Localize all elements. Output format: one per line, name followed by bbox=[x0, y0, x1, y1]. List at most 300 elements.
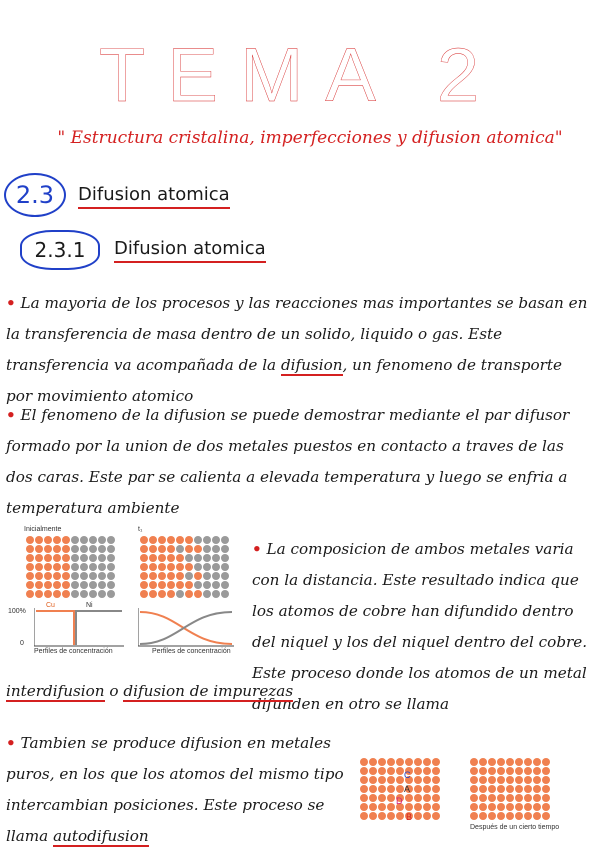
subsection-title: Difusion atomica bbox=[114, 238, 266, 259]
atom bbox=[62, 536, 70, 544]
atom bbox=[62, 554, 70, 562]
atom bbox=[470, 758, 478, 766]
atom bbox=[212, 536, 220, 544]
atom bbox=[378, 785, 386, 793]
atom bbox=[194, 545, 202, 553]
atom bbox=[80, 590, 88, 598]
atom bbox=[369, 785, 377, 793]
atom bbox=[221, 563, 229, 571]
atom bbox=[167, 545, 175, 553]
atom bbox=[378, 803, 386, 811]
atom bbox=[533, 785, 541, 793]
atom bbox=[488, 794, 496, 802]
atom bbox=[369, 776, 377, 784]
atom bbox=[89, 572, 97, 580]
atom-label-d: D bbox=[396, 796, 403, 806]
atom bbox=[221, 572, 229, 580]
atom bbox=[185, 563, 193, 571]
atom bbox=[488, 758, 496, 766]
atom bbox=[423, 812, 431, 820]
atom bbox=[167, 554, 175, 562]
atom bbox=[497, 803, 505, 811]
page-title: TEMA 2 bbox=[98, 33, 502, 118]
atom bbox=[80, 581, 88, 589]
atom bbox=[89, 545, 97, 553]
atom bbox=[533, 812, 541, 820]
atom bbox=[35, 563, 43, 571]
atom bbox=[479, 794, 487, 802]
atom bbox=[542, 812, 550, 820]
atom bbox=[194, 563, 202, 571]
atom bbox=[149, 572, 157, 580]
atom bbox=[89, 581, 97, 589]
atom bbox=[158, 563, 166, 571]
atom bbox=[414, 785, 422, 793]
atom bbox=[98, 572, 106, 580]
atom bbox=[71, 581, 79, 589]
atom bbox=[470, 776, 478, 784]
atom bbox=[107, 545, 115, 553]
term-autodifusion: autodifusion bbox=[53, 827, 149, 845]
atom bbox=[470, 767, 478, 775]
atom bbox=[423, 776, 431, 784]
atom bbox=[497, 776, 505, 784]
atom bbox=[89, 563, 97, 571]
atom bbox=[53, 545, 61, 553]
atom bbox=[194, 590, 202, 598]
atom bbox=[542, 803, 550, 811]
atom bbox=[432, 803, 440, 811]
atom bbox=[423, 785, 431, 793]
atom bbox=[167, 581, 175, 589]
concentration-plot-initial bbox=[34, 608, 124, 648]
atom bbox=[360, 785, 368, 793]
atom bbox=[44, 590, 52, 598]
atom bbox=[185, 545, 193, 553]
atom bbox=[497, 785, 505, 793]
atom bbox=[497, 767, 505, 775]
atom bbox=[524, 794, 532, 802]
atom bbox=[185, 536, 193, 544]
atom bbox=[53, 581, 61, 589]
atom bbox=[414, 767, 422, 775]
atom bbox=[26, 545, 34, 553]
atom bbox=[360, 812, 368, 820]
label-cu: Cu bbox=[46, 602, 55, 609]
atom bbox=[369, 803, 377, 811]
atom bbox=[524, 812, 532, 820]
atom bbox=[542, 794, 550, 802]
atom bbox=[176, 581, 184, 589]
atom bbox=[515, 785, 523, 793]
bullet: • bbox=[6, 406, 16, 424]
atom bbox=[506, 785, 514, 793]
atom bbox=[203, 572, 211, 580]
atom bbox=[396, 785, 404, 793]
atom bbox=[185, 554, 193, 562]
atom bbox=[497, 794, 505, 802]
atom bbox=[387, 812, 395, 820]
atom bbox=[369, 794, 377, 802]
caption-left-1: Perfiles de concentración bbox=[34, 648, 113, 655]
paragraph-1-text-a: La mayoria de los procesos y las reacciones mas importantes se basan en la transferencia de masa dentro de un solido, liquido o gas. Este transferencia va acompañada de la bbox=[6, 294, 588, 374]
atom bbox=[53, 563, 61, 571]
atom-grid-self-after bbox=[470, 758, 550, 820]
atom bbox=[158, 545, 166, 553]
atom bbox=[423, 794, 431, 802]
atom bbox=[423, 767, 431, 775]
atom bbox=[167, 590, 175, 598]
atom-grid-after bbox=[140, 536, 229, 598]
atom bbox=[378, 794, 386, 802]
atom bbox=[488, 785, 496, 793]
page-subtitle: " Estructura cristalina, imperfecciones y difusion atomica" bbox=[57, 128, 563, 148]
atom bbox=[44, 563, 52, 571]
atom bbox=[212, 581, 220, 589]
atom bbox=[360, 794, 368, 802]
atom bbox=[98, 536, 106, 544]
atom bbox=[212, 554, 220, 562]
label-ni: Ni bbox=[86, 602, 93, 609]
atom bbox=[387, 767, 395, 775]
paragraph-3-text-b: o bbox=[104, 682, 124, 700]
atom bbox=[44, 554, 52, 562]
atom bbox=[221, 536, 229, 544]
atom bbox=[414, 803, 422, 811]
caption-right: Después de un cierto tiempo bbox=[470, 824, 560, 831]
paragraph-1 bbox=[6, 288, 590, 412]
atom bbox=[396, 812, 404, 820]
atom bbox=[26, 536, 34, 544]
atom bbox=[149, 536, 157, 544]
atom bbox=[506, 758, 514, 766]
atom bbox=[515, 812, 523, 820]
caption-left-2: Perfiles de concentración bbox=[152, 648, 231, 655]
term-difusion: difusion bbox=[280, 356, 343, 374]
atom bbox=[414, 776, 422, 784]
atom bbox=[140, 572, 148, 580]
atom bbox=[396, 776, 404, 784]
atom bbox=[158, 554, 166, 562]
atom bbox=[524, 785, 532, 793]
atom bbox=[488, 776, 496, 784]
atom bbox=[524, 776, 532, 784]
atom bbox=[62, 572, 70, 580]
atom bbox=[470, 803, 478, 811]
atom bbox=[140, 563, 148, 571]
atom bbox=[524, 767, 532, 775]
atom bbox=[80, 536, 88, 544]
atom bbox=[378, 812, 386, 820]
atom-grid-initial bbox=[26, 536, 115, 598]
atom bbox=[62, 581, 70, 589]
atom bbox=[212, 572, 220, 580]
atom bbox=[524, 803, 532, 811]
atom bbox=[221, 545, 229, 553]
atom bbox=[26, 581, 34, 589]
atom bbox=[98, 545, 106, 553]
atom bbox=[185, 590, 193, 598]
atom bbox=[149, 545, 157, 553]
atom bbox=[71, 545, 79, 553]
atom bbox=[35, 554, 43, 562]
atom bbox=[378, 776, 386, 784]
atom bbox=[98, 590, 106, 598]
atom bbox=[533, 794, 541, 802]
atom bbox=[158, 581, 166, 589]
atom bbox=[53, 554, 61, 562]
atom bbox=[542, 758, 550, 766]
atom bbox=[98, 563, 106, 571]
atom bbox=[479, 758, 487, 766]
atom bbox=[80, 554, 88, 562]
paragraph-2-text: El fenomeno de la difusion se puede demostrar mediante el par difusor formado por la union de dos metales puestos en contacto a traves de las dos caras. Este par se calienta a elevada temperatura y luego se enfria a temperatura ambiente bbox=[6, 406, 570, 517]
atom bbox=[53, 572, 61, 580]
atom bbox=[89, 590, 97, 598]
atom bbox=[470, 812, 478, 820]
atom bbox=[158, 536, 166, 544]
atom bbox=[89, 536, 97, 544]
concentration-plot-after bbox=[138, 608, 234, 648]
atom bbox=[149, 554, 157, 562]
atom bbox=[488, 803, 496, 811]
atom bbox=[107, 590, 115, 598]
term-difusion-impurezas: difusion de impurezas bbox=[123, 682, 294, 700]
atom bbox=[194, 536, 202, 544]
atom bbox=[479, 803, 487, 811]
bullet: • bbox=[6, 294, 16, 312]
atom bbox=[107, 554, 115, 562]
atom bbox=[470, 785, 478, 793]
axis-0: 0 bbox=[20, 640, 24, 647]
atom bbox=[387, 785, 395, 793]
paragraph-4-text: Tambien se produce difusion en metales puros, en los que los atomos del mismo tipo intercambian posiciones. Este proceso se llama bbox=[6, 734, 344, 845]
atom bbox=[405, 803, 413, 811]
atom-label-a: A bbox=[404, 784, 411, 794]
atom bbox=[387, 758, 395, 766]
atom bbox=[479, 776, 487, 784]
atom bbox=[26, 563, 34, 571]
atom bbox=[515, 767, 523, 775]
atom bbox=[158, 572, 166, 580]
atom bbox=[524, 758, 532, 766]
atom bbox=[35, 572, 43, 580]
atom bbox=[185, 581, 193, 589]
atom bbox=[26, 590, 34, 598]
atom bbox=[44, 545, 52, 553]
bullet: • bbox=[6, 734, 16, 752]
atom-grid-self-before bbox=[360, 758, 440, 820]
atom bbox=[432, 812, 440, 820]
atom bbox=[378, 758, 386, 766]
atom bbox=[432, 758, 440, 766]
paragraph-3-text-a: La composicion de ambos metales varia con la distancia. Este resultado indica que los atomos de cobre han difundido dentro del niquel y los del niquel dentro del cobre. Este proceso donde los atomos de un metal difunden en otro se llama bbox=[252, 540, 588, 713]
atom bbox=[506, 794, 514, 802]
atom bbox=[149, 563, 157, 571]
atom bbox=[212, 545, 220, 553]
atom bbox=[167, 536, 175, 544]
atom bbox=[515, 758, 523, 766]
atom bbox=[432, 785, 440, 793]
atom bbox=[396, 758, 404, 766]
atom bbox=[35, 590, 43, 598]
atom bbox=[44, 572, 52, 580]
atom bbox=[360, 776, 368, 784]
atom bbox=[98, 554, 106, 562]
atom bbox=[542, 785, 550, 793]
atom bbox=[80, 545, 88, 553]
atom bbox=[194, 581, 202, 589]
atom bbox=[533, 776, 541, 784]
atom bbox=[149, 590, 157, 598]
paragraph-3-end bbox=[6, 676, 596, 707]
atom bbox=[140, 545, 148, 553]
atom bbox=[212, 590, 220, 598]
atom bbox=[167, 572, 175, 580]
atom bbox=[221, 554, 229, 562]
atom bbox=[506, 767, 514, 775]
atom bbox=[176, 572, 184, 580]
atom bbox=[414, 794, 422, 802]
atom bbox=[470, 794, 478, 802]
atom bbox=[387, 776, 395, 784]
atom bbox=[497, 812, 505, 820]
atom-label-b: B bbox=[406, 812, 413, 822]
atom bbox=[221, 581, 229, 589]
atom bbox=[35, 545, 43, 553]
atom bbox=[212, 563, 220, 571]
atom bbox=[533, 758, 541, 766]
atom bbox=[71, 563, 79, 571]
diffusion-couple-figure bbox=[4, 524, 242, 658]
atom bbox=[414, 758, 422, 766]
atom bbox=[488, 812, 496, 820]
section-number: 2.3 bbox=[4, 173, 66, 217]
atom bbox=[44, 581, 52, 589]
atom bbox=[533, 803, 541, 811]
paragraph-1-text-b: , un fenomeno de transporte por movimiento atomico bbox=[6, 356, 562, 405]
atom bbox=[360, 758, 368, 766]
atom bbox=[71, 590, 79, 598]
atom bbox=[506, 812, 514, 820]
paragraph-4 bbox=[6, 728, 352, 852]
atom bbox=[140, 536, 148, 544]
atom bbox=[203, 563, 211, 571]
atom bbox=[71, 536, 79, 544]
atom bbox=[176, 590, 184, 598]
atom bbox=[44, 536, 52, 544]
atom bbox=[53, 536, 61, 544]
atom bbox=[369, 812, 377, 820]
term-interdifusion: interdifusion bbox=[6, 682, 105, 700]
atom bbox=[203, 581, 211, 589]
atom bbox=[405, 758, 413, 766]
bullet: • bbox=[252, 540, 262, 558]
atom bbox=[396, 767, 404, 775]
label-initial: Inicialmente bbox=[24, 526, 62, 533]
axis-100: 100% bbox=[8, 608, 26, 615]
atom bbox=[107, 563, 115, 571]
atom-label-c: C bbox=[404, 770, 411, 780]
self-diffusion-figure bbox=[356, 754, 588, 836]
atom bbox=[360, 767, 368, 775]
subsection-number: 2.3.1 bbox=[20, 230, 100, 270]
atom bbox=[479, 785, 487, 793]
atom bbox=[387, 794, 395, 802]
atom bbox=[53, 590, 61, 598]
atom bbox=[533, 767, 541, 775]
atom bbox=[479, 812, 487, 820]
atom bbox=[432, 776, 440, 784]
atom bbox=[98, 581, 106, 589]
atom bbox=[360, 803, 368, 811]
atom bbox=[515, 794, 523, 802]
atom bbox=[506, 803, 514, 811]
atom bbox=[194, 572, 202, 580]
atom bbox=[515, 776, 523, 784]
atom bbox=[140, 554, 148, 562]
atom bbox=[176, 554, 184, 562]
atom bbox=[369, 767, 377, 775]
atom bbox=[71, 554, 79, 562]
atom bbox=[185, 572, 193, 580]
atom bbox=[369, 758, 377, 766]
atom bbox=[176, 563, 184, 571]
atom bbox=[107, 572, 115, 580]
atom bbox=[506, 776, 514, 784]
atom bbox=[405, 794, 413, 802]
atom bbox=[71, 572, 79, 580]
atom bbox=[542, 776, 550, 784]
atom bbox=[140, 581, 148, 589]
atom bbox=[515, 803, 523, 811]
atom bbox=[62, 545, 70, 553]
atom bbox=[203, 554, 211, 562]
section-title: Difusion atomica bbox=[78, 184, 230, 205]
atom bbox=[89, 554, 97, 562]
atom bbox=[497, 758, 505, 766]
atom bbox=[26, 572, 34, 580]
atom bbox=[140, 590, 148, 598]
atom bbox=[35, 536, 43, 544]
atom bbox=[26, 554, 34, 562]
atom bbox=[107, 536, 115, 544]
atom bbox=[176, 536, 184, 544]
atom bbox=[432, 794, 440, 802]
atom bbox=[432, 767, 440, 775]
atom bbox=[203, 590, 211, 598]
atom bbox=[167, 563, 175, 571]
atom bbox=[35, 581, 43, 589]
atom bbox=[107, 581, 115, 589]
atom bbox=[80, 563, 88, 571]
atom bbox=[221, 590, 229, 598]
atom bbox=[423, 758, 431, 766]
atom bbox=[176, 545, 184, 553]
atom bbox=[149, 581, 157, 589]
label-after: t₁ bbox=[138, 526, 143, 533]
atom bbox=[387, 803, 395, 811]
atom bbox=[158, 590, 166, 598]
paragraph-2 bbox=[6, 400, 590, 524]
atom bbox=[194, 554, 202, 562]
atom bbox=[423, 803, 431, 811]
atom bbox=[80, 572, 88, 580]
atom bbox=[203, 545, 211, 553]
atom bbox=[414, 812, 422, 820]
atom bbox=[479, 767, 487, 775]
atom bbox=[542, 767, 550, 775]
